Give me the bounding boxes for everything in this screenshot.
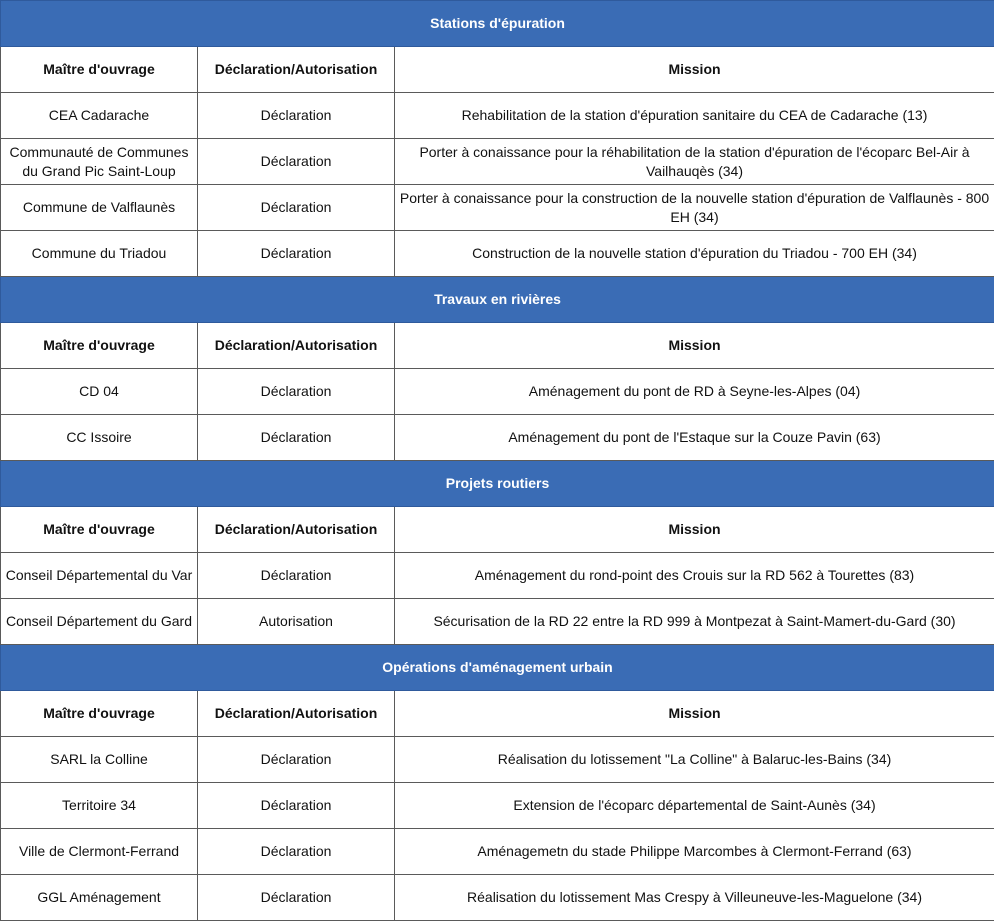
table-row <box>1 231 994 277</box>
table-row <box>1 783 994 829</box>
cell-maitre-ouvrage: CC Issoire <box>1 415 198 461</box>
cell-maitre-ouvrage: Conseil Départemental du Var <box>1 553 198 599</box>
table-row <box>1 599 994 645</box>
table-row <box>1 185 994 231</box>
cell-declaration-autorisation: Déclaration <box>198 415 395 461</box>
table-body <box>1 1 994 921</box>
header-maitre-ouvrage: Maître d'ouvrage <box>1 323 198 369</box>
cell-declaration-autorisation: Autorisation <box>198 599 395 645</box>
header-declaration-autorisation: Déclaration/Autorisation <box>198 691 395 737</box>
table-row <box>1 369 994 415</box>
table-row <box>1 829 994 875</box>
cell-declaration-autorisation: Déclaration <box>198 875 395 921</box>
cell-declaration-autorisation: Déclaration <box>198 829 395 875</box>
cell-declaration-autorisation: Déclaration <box>198 369 395 415</box>
cell-mission: Réalisation du lotissement "La Colline" à Balaruc-les-Bains (34) <box>395 737 994 783</box>
table-row <box>1 875 994 921</box>
column-header-row <box>1 323 994 369</box>
section-header-operations-d-amenagement-urbain <box>1 645 994 691</box>
cell-declaration-autorisation: Déclaration <box>198 783 395 829</box>
cell-maitre-ouvrage: Commune du Triadou <box>1 231 198 277</box>
table-row <box>1 93 994 139</box>
table-row <box>1 553 994 599</box>
header-mission: Mission <box>395 323 994 369</box>
cell-mission: Aménagement du pont de RD à Seyne-les-Alpes (04) <box>395 369 994 415</box>
cell-declaration-autorisation: Déclaration <box>198 93 395 139</box>
header-maitre-ouvrage: Maître d'ouvrage <box>1 507 198 553</box>
header-declaration-autorisation: Déclaration/Autorisation <box>198 47 395 93</box>
cell-mission: Rehabilitation de la station d'épuration sanitaire du CEA de Cadarache (13) <box>395 93 994 139</box>
section-header-projets-routiers <box>1 461 994 507</box>
cell-maitre-ouvrage: Commune de Valflaunès <box>1 185 198 231</box>
cell-mission: Aménagement du rond-point des Crouis sur la RD 562 à Tourettes (83) <box>395 553 994 599</box>
table-row <box>1 737 994 783</box>
section-title: Travaux en rivières <box>1 277 994 323</box>
cell-declaration-autorisation: Déclaration <box>198 139 395 185</box>
column-header-row <box>1 507 994 553</box>
cell-maitre-ouvrage: Territoire 34 <box>1 783 198 829</box>
column-header-row <box>1 47 994 93</box>
section-title: Opérations d'aménagement urbain <box>1 645 994 691</box>
column-header-row <box>1 691 994 737</box>
section-title: Stations d'épuration <box>1 1 994 47</box>
cell-declaration-autorisation: Déclaration <box>198 737 395 783</box>
header-mission: Mission <box>395 47 994 93</box>
cell-maitre-ouvrage: CD 04 <box>1 369 198 415</box>
header-mission: Mission <box>395 691 994 737</box>
cell-maitre-ouvrage: CEA Cadarache <box>1 93 198 139</box>
header-declaration-autorisation: Déclaration/Autorisation <box>198 507 395 553</box>
header-declaration-autorisation: Déclaration/Autorisation <box>198 323 395 369</box>
section-header-stations-d-epuration <box>1 1 994 47</box>
cell-mission: Aménagemetn du stade Philippe Marcombes à Clermont-Ferrand (63) <box>395 829 994 875</box>
table-row <box>1 415 994 461</box>
cell-mission: Porter à conaissance pour la construction de la nouvelle station d'épuration de Valflaunès - 800 EH (34) <box>395 185 994 231</box>
cell-mission: Réalisation du lotissement Mas Crespy à Villeuneuve-les-Maguelone (34) <box>395 875 994 921</box>
header-maitre-ouvrage: Maître d'ouvrage <box>1 691 198 737</box>
cell-mission: Porter à conaissance pour la réhabilitation de la station d'épuration de l'écoparc Bel-Air à Vailhauqès (34) <box>395 139 994 185</box>
cell-maitre-ouvrage: SARL la Colline <box>1 737 198 783</box>
header-maitre-ouvrage: Maître d'ouvrage <box>1 47 198 93</box>
section-header-travaux-en-rivieres <box>1 277 994 323</box>
cell-maitre-ouvrage: Communauté de Communes du Grand Pic Saint-Loup <box>1 139 198 185</box>
header-mission: Mission <box>395 507 994 553</box>
table-row <box>1 139 994 185</box>
cell-mission: Sécurisation de la RD 22 entre la RD 999 à Montpezat à Saint-Mamert-du-Gard (30) <box>395 599 994 645</box>
cell-maitre-ouvrage: Conseil Département du Gard <box>1 599 198 645</box>
cell-declaration-autorisation: Déclaration <box>198 231 395 277</box>
cell-declaration-autorisation: Déclaration <box>198 185 395 231</box>
cell-maitre-ouvrage: Ville de Clermont-Ferrand <box>1 829 198 875</box>
cell-mission: Aménagement du pont de l'Estaque sur la Couze Pavin (63) <box>395 415 994 461</box>
cell-mission: Construction de la nouvelle station d'épuration du Triadou - 700 EH (34) <box>395 231 994 277</box>
section-title: Projets routiers <box>1 461 994 507</box>
cell-declaration-autorisation: Déclaration <box>198 553 395 599</box>
cell-maitre-ouvrage: GGL Aménagement <box>1 875 198 921</box>
cell-mission: Extension de l'écoparc départemental de Saint-Aunès (34) <box>395 783 994 829</box>
